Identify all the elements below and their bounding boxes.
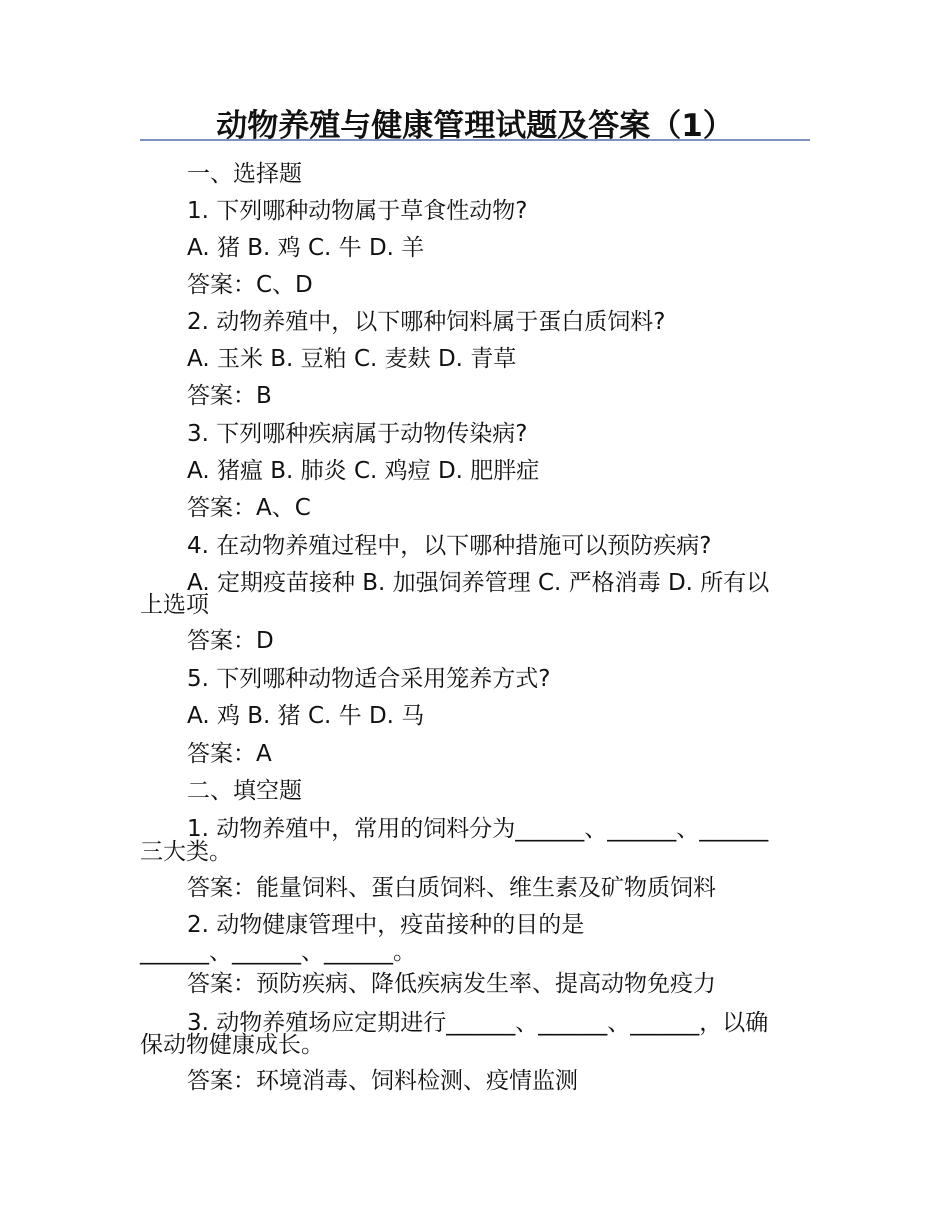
fill-3-line2: 保动物健康成长。 — [140, 1032, 324, 1058]
question-5-options: A. 鸡 B. 猪 C. 牛 D. 马 — [187, 703, 425, 729]
question-3-options: A. 猪瘟 B. 肺炎 C. 鸡痘 D. 肥胖症 — [187, 458, 540, 484]
question-2-options: A. 玉米 B. 豆粕 C. 麦麸 D. 青草 — [187, 346, 517, 372]
fill-2-line1: 2. 动物健康管理中，疫苗接种的目的是 — [187, 912, 585, 938]
section-heading-fill-in: 二、填空题 — [187, 778, 302, 804]
question-1: 1. 下列哪种动物属于草食性动物? — [187, 198, 528, 224]
question-4-options-line1: A. 定期疫苗接种 B. 加强饲养管理 C. 严格消毒 D. 所有以 — [187, 570, 770, 596]
question-4-answer: 答案：D — [187, 628, 274, 654]
fill-1-line1: 1. 动物养殖中，常用的饲料分为______、______、______ — [187, 816, 769, 842]
fill-2-line2: ______、______、______。 — [140, 939, 416, 965]
section-heading-multiple-choice: 一、选择题 — [187, 161, 302, 187]
question-1-options: A. 猪 B. 鸡 C. 牛 D. 羊 — [187, 235, 425, 261]
title-underline — [140, 139, 810, 141]
fill-1-answer: 答案：能量饲料、蛋白质饲料、维生素及矿物质饲料 — [187, 875, 716, 901]
question-1-answer: 答案：C、D — [187, 272, 313, 298]
question-5: 5. 下列哪种动物适合采用笼养方式? — [187, 666, 551, 692]
question-3-answer: 答案：A、C — [187, 495, 311, 521]
question-5-answer: 答案：A — [187, 741, 272, 767]
fill-3-answer: 答案：环境消毒、饲料检测、疫情监测 — [187, 1068, 578, 1094]
document-title: 动物养殖与健康管理试题及答案（1） — [216, 108, 734, 144]
fill-2-answer: 答案：预防疾病、降低疾病发生率、提高动物免疫力 — [187, 971, 716, 997]
fill-1-line2: 三大类。 — [140, 839, 232, 865]
question-3: 3. 下列哪种疾病属于动物传染病? — [187, 421, 528, 447]
fill-3-line1: 3. 动物养殖场应定期进行______、______、______，以确 — [187, 1010, 769, 1036]
question-4-options-line2: 上选项 — [140, 592, 209, 618]
question-2: 2. 动物养殖中，以下哪种饲料属于蛋白质饲料? — [187, 309, 666, 335]
question-4: 4. 在动物养殖过程中，以下哪种措施可以预防疾病? — [187, 533, 712, 559]
question-2-answer: 答案：B — [187, 383, 272, 409]
